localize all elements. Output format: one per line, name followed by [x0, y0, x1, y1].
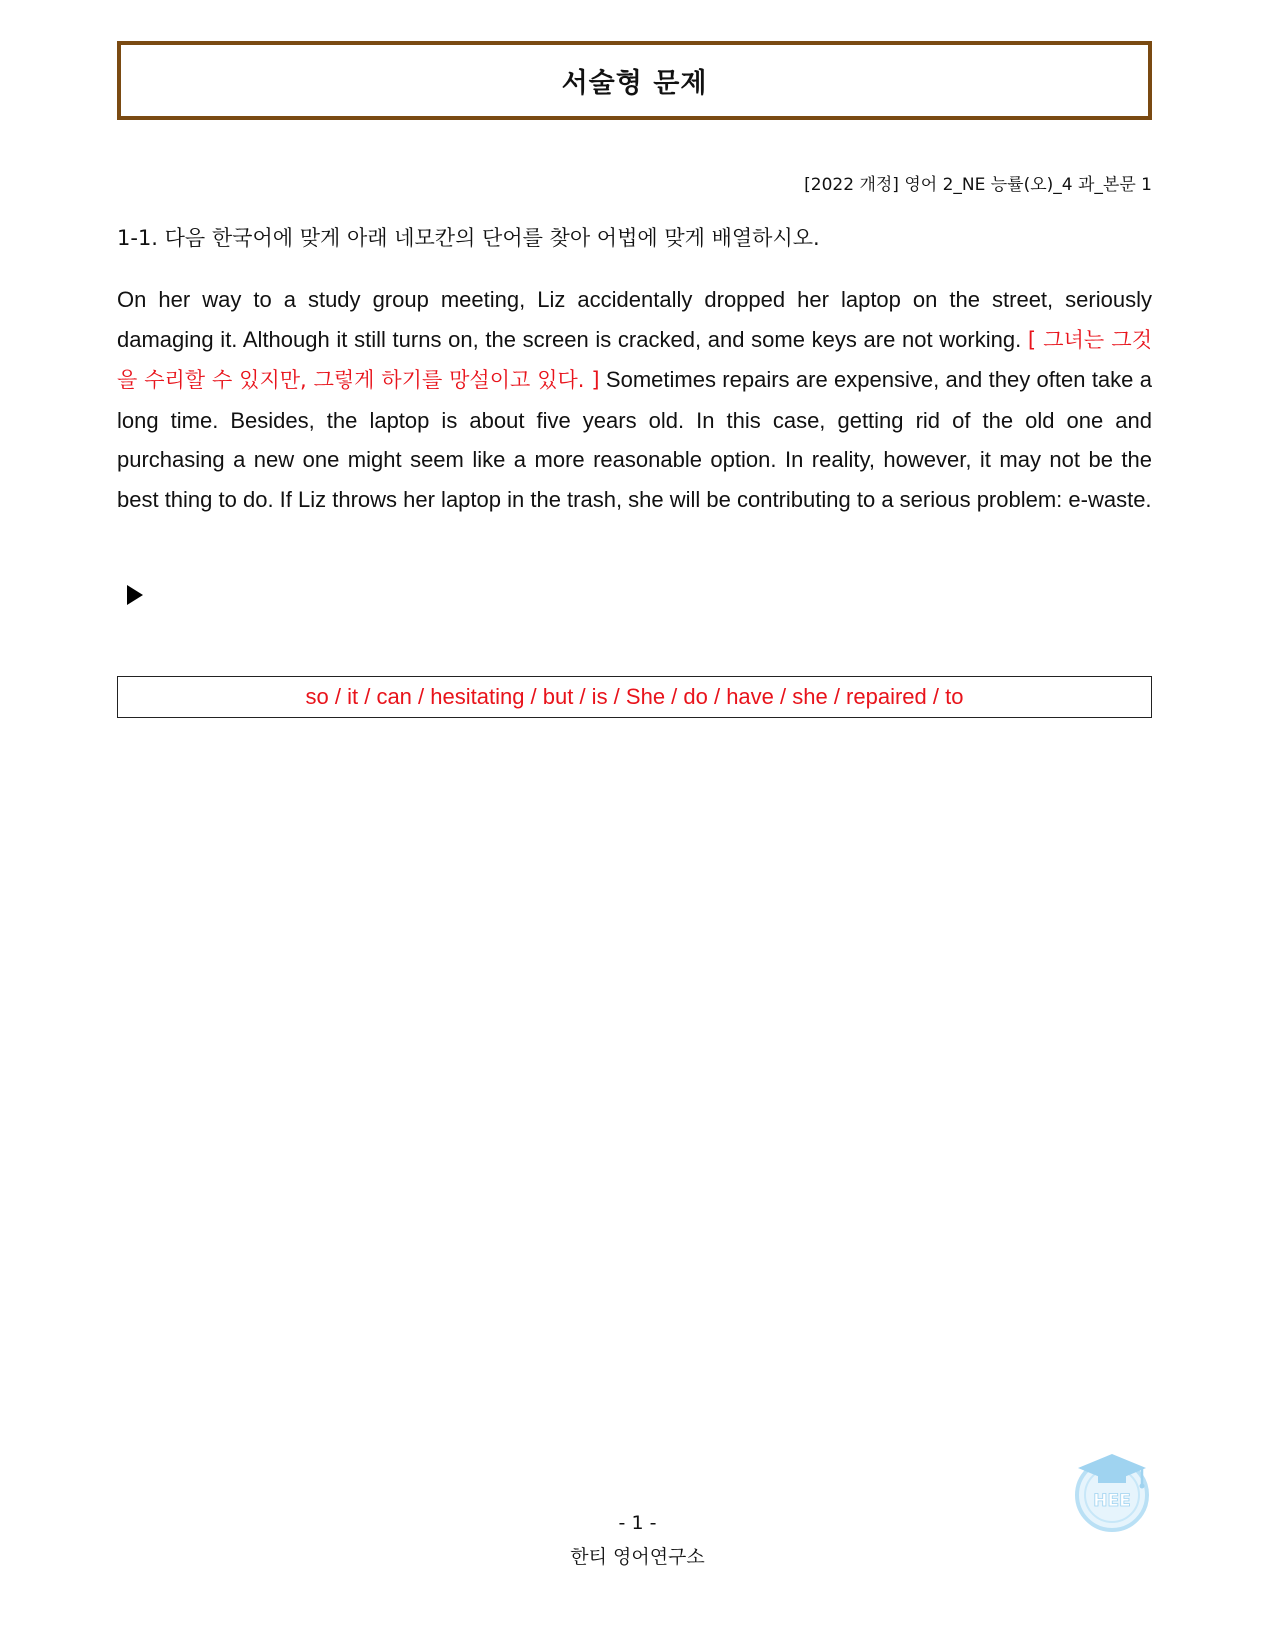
source-label: [2022 개정] 영어 2_NE 능률(오)_4 과_본문 1 — [804, 175, 1152, 195]
reading-passage — [117, 280, 1152, 519]
title-box — [117, 41, 1152, 120]
word-bank-text: so / it / can / hesitating / but / is / She / do / have / she / repaired / to — [305, 684, 964, 709]
footer-org: 한티 영어연구소 — [570, 1546, 705, 1568]
page-title: 서술형 문제 — [561, 68, 708, 99]
question-prompt: 1-1. 다음 한국어에 맞게 아래 네모칸의 단어를 찾아 어법에 맞게 배열하시오. — [117, 226, 820, 250]
graduation-cap-logo-icon — [1070, 1448, 1154, 1532]
logo-text: HEE — [1093, 1491, 1131, 1511]
korean-highlight: [ 그녀는 그것을 수리할 수 있지만, 그렇게 하기를 망설이고 있다. ] — [117, 327, 1152, 392]
word-bank-box — [117, 676, 1152, 718]
page-number: - 1 - — [618, 1512, 657, 1534]
passage-text-after: Sometimes repairs are expensive, and they often take a long time. Besides, the laptop is about five years old. In this case, getting rid of the old one and purchasing a new one might seem like a more reasonable option. In reality, however, it may not be the best thing to do. If Liz throws her laptop in the trash, she will be contributing to a serious problem: e-waste. — [117, 367, 1152, 512]
passage-text-before: On her way to a study group meeting, Liz accidentally dropped her laptop on the street, seriously damaging it. Although it still turns on, the screen is cracked, and some keys are not working. — [117, 287, 1152, 352]
play-arrow-icon — [127, 585, 143, 605]
